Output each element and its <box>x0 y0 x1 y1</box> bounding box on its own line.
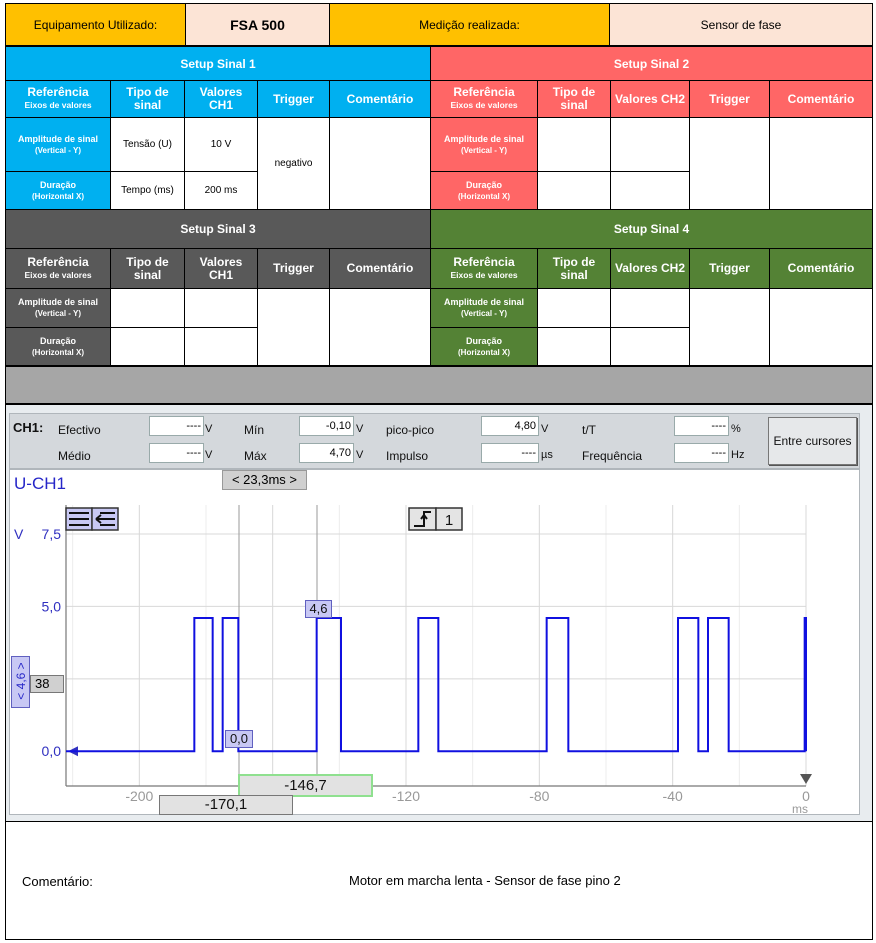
x-tick-label: -200 <box>125 788 154 804</box>
setup-2-col-trigger: Trigger <box>689 80 770 118</box>
measurement-value: Sensor de fase <box>609 3 873 46</box>
setup-3-col-type: Tipo de sinal <box>110 248 185 289</box>
cursor-1-time-box[interactable]: -146,7 <box>238 774 373 797</box>
readout-min-unit: V <box>356 423 364 435</box>
row-sub: (Horizontal X) <box>458 191 510 201</box>
setup-1-title: Setup Sinal 1 <box>5 46 431 81</box>
readout-max-label: Máx <box>244 449 267 463</box>
row-label: Duração <box>465 335 502 346</box>
col-label: Referência <box>27 254 89 269</box>
readout-min-label: Mín <box>244 423 265 437</box>
axis-layer <box>14 505 812 816</box>
setup-1-col-trigger: Trigger <box>257 80 330 118</box>
setup-4-col-trigger: Trigger <box>689 248 770 289</box>
equipment-label: Equipamento Utilizado: <box>5 3 186 46</box>
end-marker-icon <box>800 774 812 784</box>
trace-name: U-CH1 <box>14 474 66 493</box>
bottom-value-marker: 0,0 <box>225 730 253 748</box>
top-value-marker: 4,6 <box>305 600 332 618</box>
x-tick-label: -40 <box>662 788 683 804</box>
readout-tt-unit: % <box>731 423 741 435</box>
col-sub: Eixos de valores <box>24 100 92 110</box>
readout-freq-label: Frequência <box>582 449 643 463</box>
comment-label: Comentário: <box>22 874 93 889</box>
readout-efectivo-label: Efectivo <box>58 423 101 437</box>
signal-trace <box>66 618 806 751</box>
setup-1-trigger-value: negativo <box>257 117 330 210</box>
readout-pico-unit: V <box>541 423 549 435</box>
setup-1-col-comment: Comentário <box>329 80 431 118</box>
row-sub: (Vertical - Y) <box>34 145 82 155</box>
cursor-2-time-box[interactable]: -170,1 <box>159 795 293 815</box>
channel-label: CH1: <box>13 420 44 435</box>
measurement-label: Medição realizada: <box>329 3 610 46</box>
setup-3-col-trigger: Trigger <box>257 248 330 289</box>
x-unit-label: ms <box>792 802 808 816</box>
readout-tt-value: ---- <box>674 416 729 436</box>
left-level-marker: < 4,6 > <box>14 662 28 700</box>
readout-freq-unit: Hz <box>731 449 745 461</box>
setup-4-title: Setup Sinal 4 <box>430 209 873 249</box>
setup-1-duration-type: Tempo (ms) <box>110 171 185 210</box>
readout-efectivo-unit: V <box>205 423 213 435</box>
row-label: Duração <box>39 179 76 190</box>
col-label: Referência <box>453 85 515 99</box>
row-sub: (Horizontal X) <box>32 347 84 357</box>
row-label: Duração <box>465 179 502 190</box>
readout-pico-label: pico-pico <box>386 423 435 437</box>
col-sub: Eixos de valores <box>450 100 518 110</box>
readout-pico-value: 4,80 <box>481 416 539 436</box>
col-label: Referência <box>27 85 89 99</box>
y-unit-label: V <box>14 525 24 542</box>
equipment-value: FSA 500 <box>185 3 330 46</box>
setup-1-col-values: Valores CH1 <box>184 80 258 118</box>
row-sub: (Horizontal X) <box>458 347 510 357</box>
readout-efectivo-value: ---- <box>149 416 204 436</box>
cursor-delta-readout: < 23,3ms > <box>222 470 307 490</box>
grid-layer <box>66 505 806 786</box>
row-sub: (Horizontal X) <box>32 191 84 201</box>
row-label: Duração <box>39 335 76 346</box>
col-sub: Eixos de valores <box>450 269 518 280</box>
comment-text: Motor em marcha lenta - Sensor de fase pino 2 <box>349 873 621 888</box>
row-label: Amplitude de sinal <box>443 297 524 307</box>
x-tick-label: -80 <box>529 788 550 804</box>
row-sub: (Vertical - Y) <box>460 145 508 155</box>
x-tick-label: 0 <box>802 788 810 804</box>
trace-layer <box>66 618 806 751</box>
setup-2-title: Setup Sinal 2 <box>430 46 873 81</box>
setup-1-duration-value: 200 ms <box>184 171 258 210</box>
overlay-layer <box>66 508 462 530</box>
readout-max-value: 4,70 <box>299 443 354 463</box>
setup-2-col-values: Valores CH2 <box>610 80 690 118</box>
readout-impulso-label: Impulso <box>386 449 429 463</box>
y-tick-label: 0,0 <box>41 743 61 760</box>
setup-1-amplitude-value: 10 V <box>184 117 258 172</box>
setup-1-col-type: Tipo de sinal <box>110 80 185 118</box>
setup-3-col-values: Valores CH1 <box>184 248 258 289</box>
row-sub: (Vertical - Y) <box>460 309 508 318</box>
row-sub: (Vertical - Y) <box>34 309 82 318</box>
row-label: Amplitude de sinal <box>17 297 98 307</box>
setup-1-amplitude-type: Tensão (U) <box>110 117 185 172</box>
left-level-box: 38 <box>30 675 64 693</box>
readout-tt-label: t/T <box>582 423 596 437</box>
readout-medio-unit: V <box>205 449 213 461</box>
row-label: Amplitude de sinal <box>17 133 98 144</box>
setup-2-col-type: Tipo de sinal <box>537 80 611 118</box>
setup-4-col-comment: Comentário <box>769 248 873 289</box>
x-tick-label: -120 <box>391 788 421 804</box>
readout-medio-value: ---- <box>149 443 204 463</box>
y-tick-label: 5,0 <box>41 598 61 615</box>
col-label: Referência <box>453 254 515 269</box>
readout-max-unit: V <box>356 449 364 461</box>
setup-4-col-type: Tipo de sinal <box>537 248 611 289</box>
row-label: Amplitude de sinal <box>443 133 524 144</box>
y-tick-label: 7,5 <box>41 525 61 542</box>
trigger-channel-number: 1 <box>444 512 454 529</box>
col-sub: Eixos de valores <box>24 269 92 280</box>
readout-impulso-value: ---- <box>481 443 539 463</box>
between-cursors-button[interactable]: Entre cursores <box>768 417 857 465</box>
readout-impulso-unit: µs <box>541 449 553 461</box>
readout-min-value: -0,10 <box>299 416 354 436</box>
readout-medio-label: Médio <box>58 449 91 463</box>
setup-4-col-values: Valores CH2 <box>610 248 690 289</box>
setup-3-title: Setup Sinal 3 <box>5 209 431 249</box>
setup-2-col-comment: Comentário <box>769 80 873 118</box>
setup-3-col-comment: Comentário <box>329 248 431 289</box>
readout-freq-value: ---- <box>674 443 729 463</box>
